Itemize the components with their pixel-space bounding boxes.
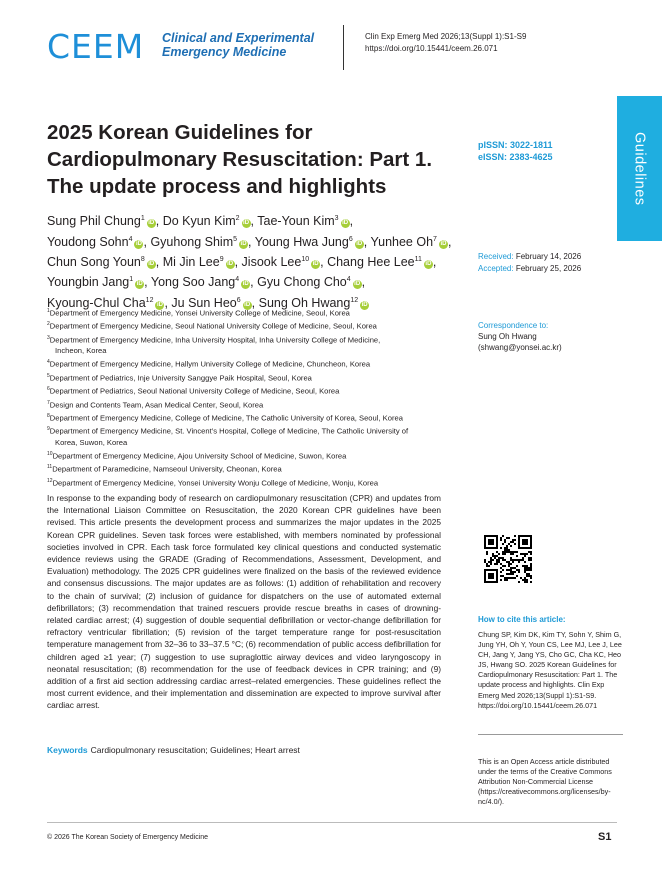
author: [255, 235, 371, 249]
author-affiliation-number: 4: [235, 276, 240, 284]
affiliation: [47, 462, 457, 475]
received-date: February 14, 2026: [515, 252, 582, 261]
author-separator: ,: [248, 234, 255, 249]
author-affiliation-number: 4: [128, 235, 133, 243]
how-to-cite-label: How to cite this article:: [478, 615, 566, 624]
author-list: [47, 210, 457, 312]
author-name: Gyuhong Shim: [150, 234, 234, 249]
author-separator: ,: [250, 275, 258, 290]
orcid-icon[interactable]: iD: [243, 220, 250, 227]
author-separator: ,: [144, 275, 151, 290]
copyright: © 2026 The Korean Society of Emergency Medicine: [47, 834, 209, 841]
author-affiliation-number: 12: [350, 296, 359, 304]
affiliation: [47, 357, 457, 370]
orcid-icon[interactable]: iD: [148, 220, 155, 227]
author: [327, 255, 436, 269]
affiliation-text: Department of Emergency Medicine, Yonsei University Wonju College of Medicine, Wonju, Korea: [52, 478, 379, 488]
affiliation-text: Department of Paramedicine, Namseoul University, Cheonan, Korea: [52, 464, 282, 474]
correspondence-email[interactable]: (shwang@yonsei.ac.kr): [478, 343, 562, 352]
affiliation-text: Department of Emergency Medicine, Ajou University School of Medicine, Suwon, Korea: [52, 451, 347, 461]
orcid-icon[interactable]: iD: [342, 220, 349, 227]
author-separator: ,: [432, 254, 437, 269]
correspondence-label: Correspondence to:: [478, 321, 549, 330]
author-name: Tae-Youn Kim: [257, 214, 335, 229]
author-separator: ,: [251, 295, 259, 310]
title-line-1: 2025 Korean Guidelines for: [47, 121, 313, 144]
article-dates: [478, 251, 581, 275]
affiliation: [47, 384, 457, 397]
orcid-icon[interactable]: iD: [240, 240, 247, 247]
affiliation-number: 4: [47, 359, 50, 366]
author: [151, 275, 257, 289]
author-separator: ,: [363, 234, 371, 249]
author-name: Young Hwa Jung: [254, 234, 349, 249]
affiliation-number: 9: [47, 426, 50, 433]
author-name: Gyu Chong Cho: [257, 275, 347, 290]
author-separator: ,: [155, 254, 163, 269]
affiliation-number: 12: [47, 477, 53, 484]
orcid-icon[interactable]: iD: [361, 301, 368, 308]
author-name: Do Kyun Kim: [162, 214, 236, 229]
title-line-2: Cardiopulmonary Resuscitation: Part 1.: [47, 148, 433, 171]
orcid-icon[interactable]: iD: [244, 301, 251, 308]
affiliation-number: 8: [47, 412, 50, 419]
orcid-icon[interactable]: iD: [440, 240, 447, 247]
author-affiliation-number: 6: [236, 296, 241, 304]
orcid-icon[interactable]: iD: [227, 260, 234, 267]
author: [47, 214, 163, 228]
author-name: Yunhee Oh: [370, 234, 434, 249]
affiliation-text: Department of Emergency Medicine, St. Vincent’s Hospital, College of Medicine, The Catholic University of: [49, 426, 409, 436]
license-text: This is an Open Access article distributed under the terms of the Creative Commons Attribution Non-Commercial License (https://creativecommons.org/licenses/by-nc/4.0/).: [478, 757, 612, 807]
author-affiliation-number: 11: [414, 255, 422, 263]
author: [257, 275, 365, 289]
affiliation: [47, 371, 457, 384]
issn-block: [478, 139, 553, 163]
author-affiliation-number: 1: [140, 215, 145, 222]
qr-code-icon: [484, 535, 532, 583]
author-affiliation-number: 9: [219, 255, 224, 263]
affiliation-text: Design and Contents Team, Asan Medical Center, Seoul, Korea: [49, 400, 264, 410]
orcid-icon[interactable]: iD: [356, 240, 363, 247]
author-affiliation-number: 12: [145, 296, 154, 304]
author: [163, 214, 258, 228]
article-title: [47, 119, 452, 200]
author-separator: ,: [349, 214, 354, 229]
author-separator: ,: [361, 275, 366, 290]
author-name: Chang Hee Lee: [327, 254, 415, 269]
author-affiliation-number: 7: [433, 235, 437, 243]
affiliation-text: Department of Pediatrics, Seoul National University College of Medicine, Seoul, Korea: [49, 386, 340, 396]
how-to-cite-text: Chung SP, Kim DK, Kim TY, Sohn Y, Shim G, Jung YH, Oh Y, Youn CS, Lee MJ, Lee J, Lee CH, Jang Y, Jang YS, Cho GC, Cha KC, Heo JS, Hwang SO. 2025 Korean Guidelines for Cardiopulmonary Resuscitation: Part 1. The update process and highlights. Clin Exp Emerg Med 2026;13(Suppl 1):S1-S9. https://doi.org/10.15441/ceem.26.071: [478, 630, 622, 710]
author-affiliation-number: 2: [235, 215, 240, 222]
author: [47, 255, 163, 269]
author-affiliation-number: 4: [346, 276, 351, 284]
author-name: Youngbin Jang: [47, 275, 130, 290]
affiliation: [47, 319, 457, 332]
author: [242, 255, 328, 269]
author-name: Ju Sun Heo: [171, 295, 237, 310]
affiliation: [47, 449, 457, 462]
affiliation: [47, 424, 457, 437]
author-name: Jisook Lee: [241, 254, 302, 269]
affiliation-number: 2: [47, 321, 50, 328]
keywords-text: Cardiopulmonary resuscitation; Guidelines; Heart arrest: [90, 745, 300, 755]
author-name: Chun Song Youn: [47, 254, 141, 269]
affiliation-number: 1: [47, 308, 50, 314]
affiliation-text: Department of Emergency Medicine, Yonsei University College of Medicine, Seoul, Korea: [49, 308, 350, 318]
footer-divider: [47, 822, 617, 823]
affiliation-number: 6: [47, 386, 50, 393]
journal-name: [162, 31, 314, 59]
sidebar-divider: [478, 734, 623, 735]
affiliation-text: Department of Emergency Medicine, College of Medicine, The Catholic University of Korea, Seoul, Korea: [49, 413, 403, 423]
affiliation-text: Department of Emergency Medicine, Seoul National University College of Medicine, Seoul, Korea: [49, 321, 377, 331]
accepted-label: Accepted:: [478, 264, 514, 273]
author-affiliation-number: 10: [301, 255, 310, 263]
doi-link[interactable]: https://doi.org/10.15441/ceem.26.071: [365, 44, 498, 53]
author: [257, 214, 353, 228]
orcid-icon[interactable]: iD: [148, 260, 155, 267]
affiliation-continuation: Incheon, Korea: [55, 346, 107, 356]
author-separator: ,: [250, 214, 258, 229]
author-name: Mi Jin Lee: [162, 254, 220, 269]
citation-line: Clin Exp Emerg Med 2026;13(Suppl 1):S1-S9: [365, 32, 527, 41]
page-number: S1: [598, 831, 612, 843]
orcid-icon[interactable]: iD: [136, 281, 143, 288]
correspondence: [478, 320, 562, 353]
guidelines-side-tab: [617, 96, 662, 241]
author-name: Kyoung-Chul Cha: [47, 295, 146, 310]
citation-info: [365, 31, 526, 55]
author-affiliation-number: 8: [140, 255, 145, 263]
author-separator: ,: [155, 214, 163, 229]
author: [370, 235, 451, 249]
author: [163, 255, 242, 269]
journal-logo: CEEM: [47, 27, 145, 66]
affiliation: [47, 476, 457, 489]
affiliation-number: 10: [47, 450, 53, 457]
affiliation: [47, 411, 457, 424]
author-separator: ,: [164, 295, 172, 310]
affiliation: [47, 306, 457, 319]
journal-name-line1: Clinical and Experimental: [162, 31, 315, 45]
author: [150, 235, 254, 249]
author-separator: ,: [234, 254, 242, 269]
orcid-icon[interactable]: iD: [312, 260, 319, 267]
author-separator: ,: [447, 234, 452, 249]
author-name: Youdong Sohn: [47, 234, 129, 249]
affiliation: [47, 333, 457, 346]
author-separator: ,: [320, 254, 328, 269]
eissn: eISSN: 2383-4625: [478, 152, 553, 162]
orcid-icon[interactable]: iD: [135, 240, 142, 247]
affiliation-text: Department of Emergency Medicine, Hallym University College of Medicine, Chuncheon, Korea: [49, 359, 371, 369]
orcid-icon[interactable]: iD: [425, 260, 432, 267]
author-affiliation-number: 3: [334, 215, 339, 222]
affiliation-number: 5: [47, 372, 50, 379]
author: [47, 275, 151, 289]
accepted-date: February 25, 2026: [515, 264, 582, 273]
affiliation-number: 7: [47, 399, 50, 406]
affiliation-text: Department of Pediatrics, Inje University Sanggye Paik Hospital, Seoul, Korea: [49, 373, 312, 383]
keywords: [47, 745, 441, 755]
orcid-icon[interactable]: iD: [242, 281, 249, 288]
pissn: pISSN: 3022-1811: [478, 140, 553, 150]
author-affiliation-number: 6: [348, 235, 353, 243]
received-label: Received:: [478, 252, 514, 261]
affiliation-continuation: Korea, Suwon, Korea: [55, 437, 128, 447]
author-separator: ,: [143, 234, 151, 249]
orcid-icon[interactable]: iD: [156, 301, 163, 308]
affiliation-number: 11: [47, 464, 53, 471]
author-name: Sung Oh Hwang: [258, 295, 351, 310]
keywords-label: Keywords: [47, 745, 88, 755]
header-divider: [343, 25, 344, 70]
abstract-text: In response to the expanding body of research on cardiopulmonary resuscitation (CPR) and updates from the International Liaison Committee on Resuscitation, the 2020 Korean CPR guidelines have been revised. This article presents the development process and summarizes the major updates in the 2025 Korean CPR guidelines. Seven task forces were established, with members nominated by professional societies involved in CPR. Each task force formulated key clinical questions and conducted systematic evidence reviews using the GRADE (Grading of Recommendations, Assessment, Development, and Evaluation) methodology. The 2025 CPR guidelines were finalized on the basis of the reviewed evidence and consensus discussions. The major updates are as follows: (1) addition of rehabilitation and recovery to the chain of survival; (2) inclusion of guidance for dispatchers on the use of automated external defibrillators; (3) recommendation that trained rescuers provide rescue breaths in cases of drowning-related cardiac arrest; (4) suggestion of double sequential defibrillation or vector-change defibrillation for refractory ventricular fibrillation; (5) revision of the target temperature range for post-resuscitation temperature management from 32–36 to 33–37.5 °C; (6) recommendation of public access defibrillation for children aged ≥1 year; (7) suggestion to use supraglottic airway devices and video laryngoscopy in neonatal resuscitation; (8) recommendation for the use of feedback devices in CPR training; and (9) addition of a first aid section addressing cardiac arrest–related emergencies. These guidelines reflect the most current evidence, and their implementation and dissemination are expected to improve survival after cardiac arrest.: [47, 493, 441, 711]
affiliation-list: [47, 306, 457, 489]
orcid-icon[interactable]: iD: [354, 281, 361, 288]
title-line-3: The update process and highlights: [47, 175, 387, 198]
author-name: Yong Soo Jang: [150, 275, 236, 290]
author-affiliation-number: 1: [129, 276, 134, 284]
author-affiliation-number: 5: [233, 235, 238, 243]
journal-name-line2: Emergency Medicine: [162, 45, 287, 59]
correspondence-name: Sung Oh Hwang: [478, 332, 537, 341]
side-tab-label: Guidelines: [631, 131, 648, 206]
affiliation-number: 3: [47, 334, 50, 341]
author: [47, 235, 150, 249]
affiliation: [47, 398, 457, 411]
author-name: Sung Phil Chung: [47, 214, 141, 229]
affiliation-text: Department of Emergency Medicine, Inha University Hospital, Inha University College of Medicine,: [49, 335, 381, 345]
